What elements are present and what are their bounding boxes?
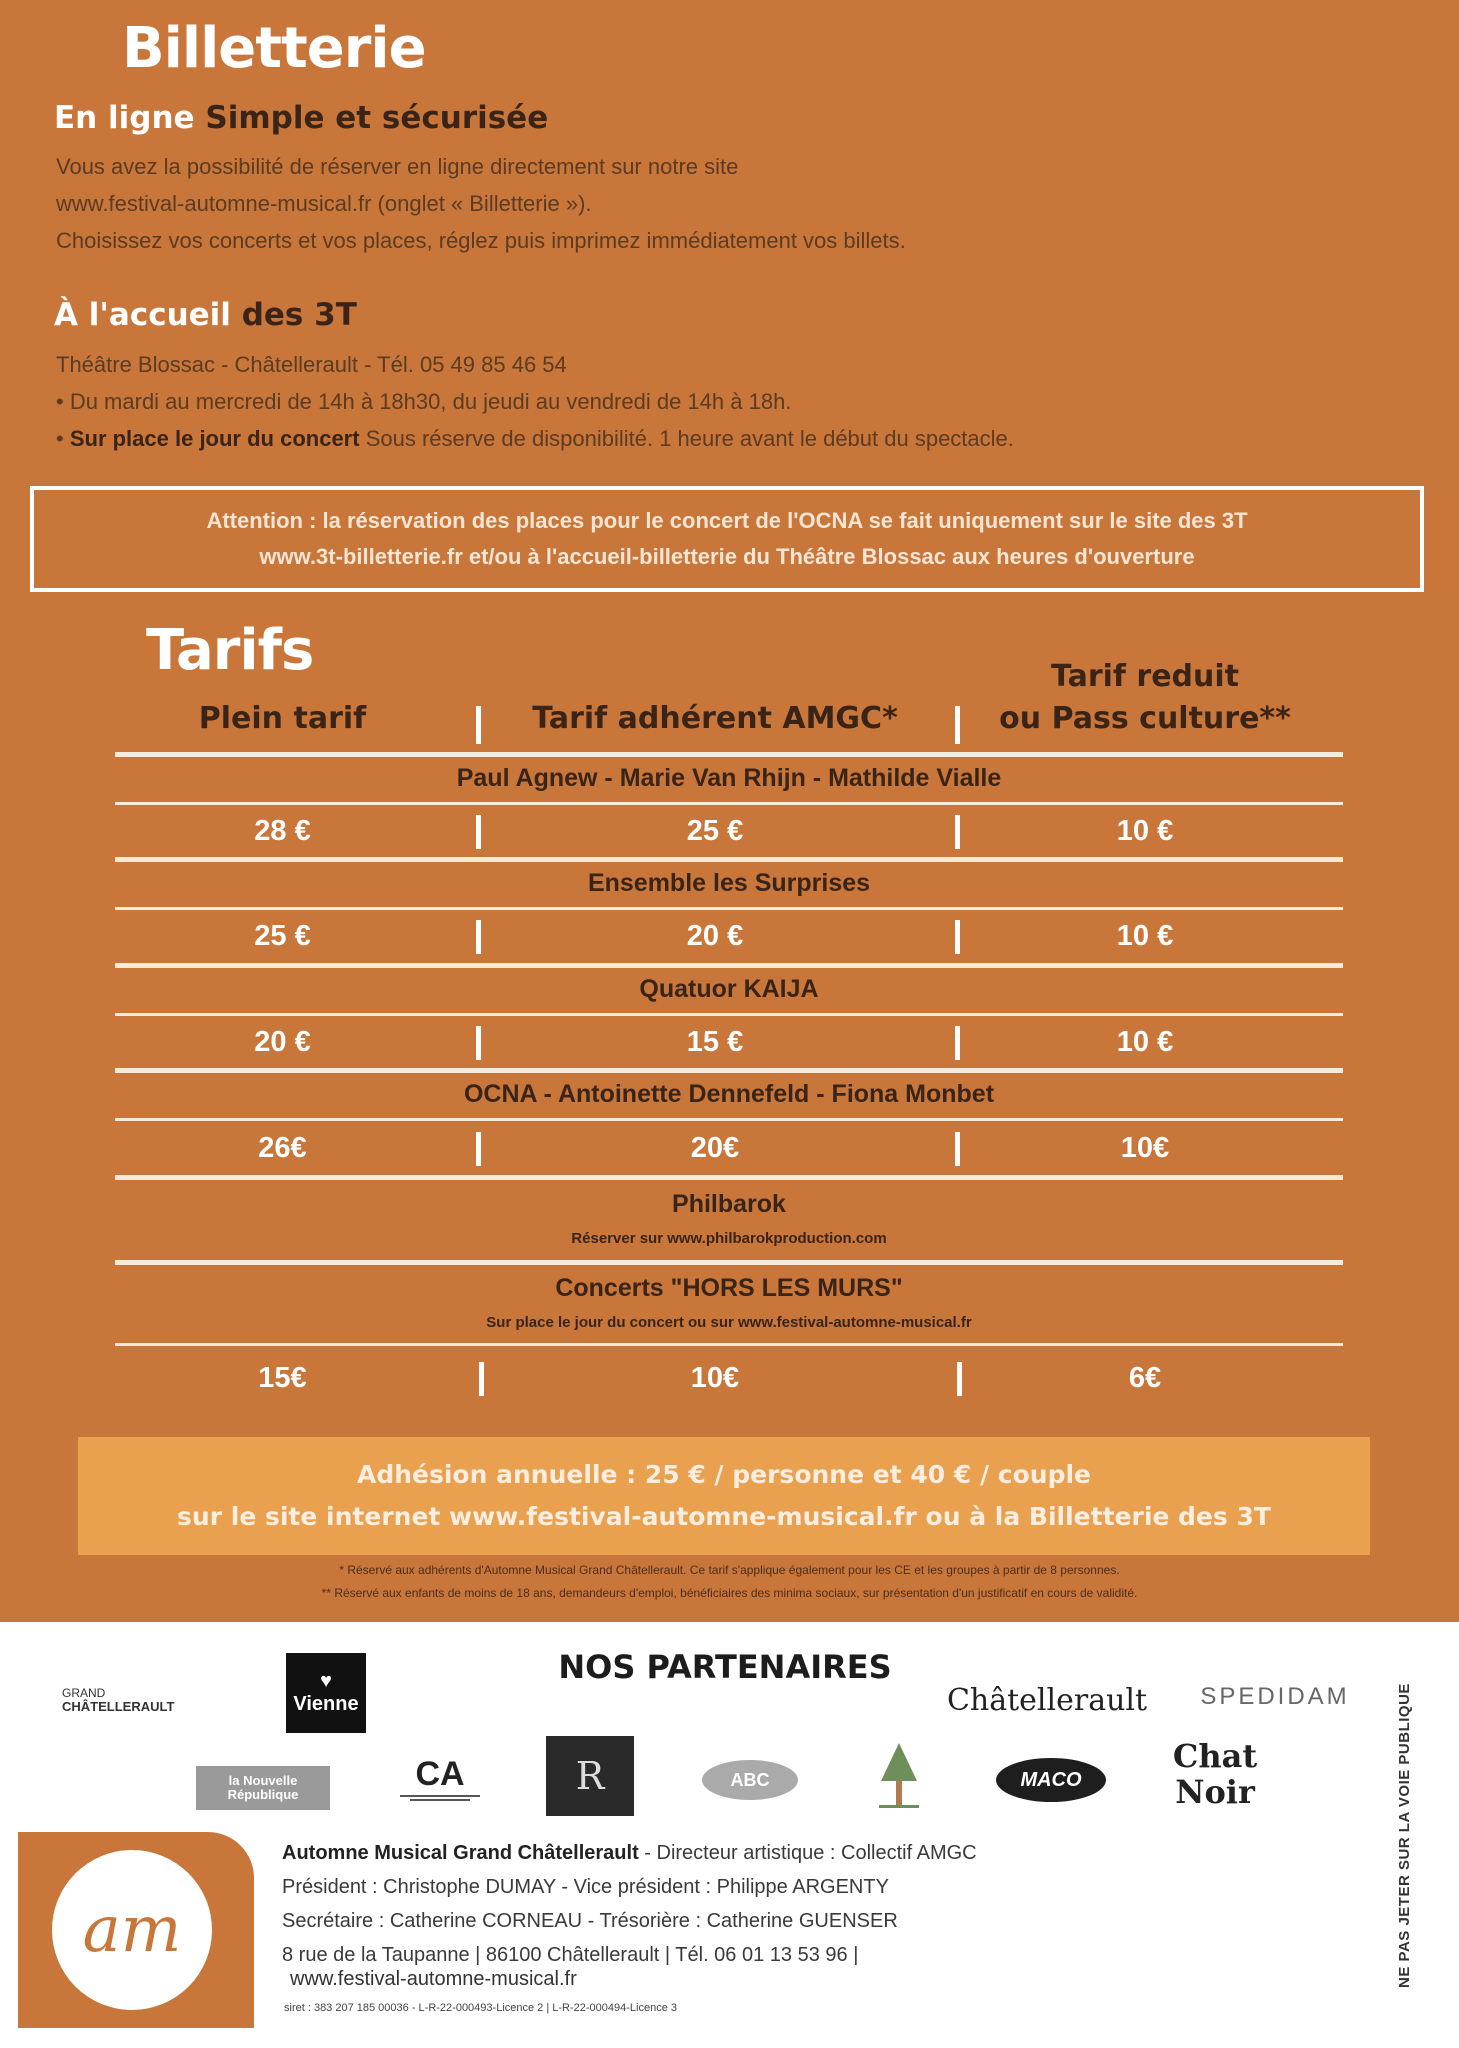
adhesion-line-1: Adhésion annuelle : 25 € / personne et 40 € / couple [356, 1460, 1091, 1489]
attention-line-2: www.3t-billetterie.fr et/ou à l'accueil-billetterie du Théâtre Blossac aux heures d'ouverture [259, 544, 1195, 569]
concert-name: Ensemble les Surprises [587, 869, 871, 897]
table-rule [115, 1118, 1343, 1121]
desk-line-3-bullet: • [56, 426, 70, 451]
online-line-2: www.festival-automne-musical.fr (onglet « Billetterie »). [56, 191, 592, 216]
spedidam-logo: SPEDIDAM [1200, 1683, 1350, 1710]
footnote-1: * Réservé aux adhérents d'Automne Musical Grand Châtellerault. Ce tarif s'applique également pour les CE et les groupes à partir de 8 personnes. [339, 1563, 1120, 1577]
header-plein-tarif: Plein tarif [198, 701, 367, 736]
desk-heading [54, 297, 357, 333]
price-reduit: 10 € [1116, 1026, 1174, 1058]
price-plein: 26€ [258, 1132, 307, 1164]
desk-heading-lead: À l'accueil [54, 297, 231, 333]
org-licences: siret : 383 207 185 00036 - L-R-22-000493-Licence 2 | L-R-22-000494-Licence 3 [284, 2002, 677, 2014]
table-rule [115, 1175, 1343, 1180]
price-adherent: 10€ [690, 1362, 740, 1394]
concert-name: Concerts "HORS LES MURS" [555, 1274, 903, 1302]
table-rule [115, 752, 1343, 757]
credit-agricole-logo [385, 1744, 495, 1814]
chat-noir-logo [1160, 1737, 1270, 1811]
logo-caption-lines [395, 1793, 485, 1803]
online-heading-rest: Simple et sécurisée [194, 100, 549, 136]
table-rule [115, 1068, 1343, 1073]
org-line-1 [282, 1836, 977, 1870]
online-line-3: Choisissez vos concerts et vos places, réglez puis imprimez immédiatement vos billets. [56, 228, 906, 253]
org-line-2: Président : Christophe DUMAY - Vice président : Philippe ARGENTY [282, 1876, 889, 1898]
heart-icon: ♥ [320, 1670, 332, 1692]
concert-name: Philbarok [672, 1190, 786, 1218]
header-tarif-adherent: Tarif adhérent AMGC* [532, 701, 898, 736]
price-adherent: 20 € [686, 920, 744, 952]
price-reduit: 10 € [1116, 815, 1174, 847]
online-line-1: Vous avez la possibilité de réserver en ligne directement sur notre site [56, 154, 739, 179]
price-adherent: 15 € [686, 1026, 744, 1058]
tree-icon [877, 1741, 921, 1811]
table-rule [115, 1343, 1343, 1346]
price-reduit: 10€ [1120, 1132, 1170, 1164]
do-not-litter-notice [1394, 1650, 1414, 2020]
nouvelle-republique-logo [196, 1766, 330, 1810]
concert-note: Sur place le jour du concert ou sur www.festival-automne-musical.fr [486, 1314, 972, 1331]
partners-title: NOS PARTENAIRES [558, 1648, 892, 1686]
footnote-2: ** Réservé aux enfants de moins de 18 ans, demandeurs d'emploi, bénéficiaires des minima sociaux, sur présentation d'un justificatif en cours de validité. [321, 1586, 1138, 1600]
maco-logo: MACO [996, 1758, 1106, 1802]
adhesion-line-2: sur le site internet www.festival-automne-musical.fr ou à la Billetterie des 3T [177, 1502, 1271, 1531]
desk-line-3-bold: Sur place le jour du concert [69, 426, 360, 451]
grand-chatellerault-line-1: GRAND [62, 1686, 106, 1700]
abc-logo: ABC [702, 1760, 798, 1800]
price-plein: 28 € [254, 815, 311, 847]
table-rule [115, 857, 1343, 862]
attention-line-1: Attention : la réservation des places pour le concert de l'OCNA se fait uniquement sur le site des 3T [206, 508, 1248, 533]
org-name: Automne Musical Grand Châtellerault [282, 1842, 639, 1864]
concert-note: Réserver sur www.philbarokproduction.com [571, 1230, 887, 1247]
chat-noir-line-2: Noir [1175, 1773, 1255, 1811]
do-not-litter-text: NE PAS JETER SUR LA VOIE PUBLIQUE [1395, 1682, 1413, 1988]
chat-noir-line-1: Chat [1172, 1737, 1258, 1775]
attention-box [30, 486, 1424, 592]
desk-line-3-rest: Sous réserve de disponibilité. 1 heure avant le début du spectacle. [359, 426, 1014, 451]
desk-heading-rest: des 3T [230, 297, 357, 333]
online-heading-lead: En ligne [54, 100, 195, 136]
header-divider [955, 706, 960, 744]
adhesion-banner [78, 1437, 1370, 1555]
nouvelle-republique-line-1: la Nouvelle [228, 1773, 298, 1788]
org-director: - Directeur artistique : Collectif AMGC [638, 1842, 977, 1864]
header-tarif-reduit-line-2: ou Pass culture** [999, 701, 1291, 736]
table-rule [115, 907, 1343, 910]
org-website: www.festival-automne-musical.fr [290, 1968, 577, 1990]
billetterie-title: Billetterie [122, 16, 426, 81]
amgc-logo [18, 1832, 254, 2028]
vienne-logo [286, 1653, 366, 1733]
r-logo: R [546, 1736, 634, 1816]
price-plein: 25 € [254, 920, 311, 952]
header-divider [476, 706, 481, 744]
vienne-label: Vienne [293, 1693, 359, 1715]
nouvelle-republique-line-2: République [227, 1787, 299, 1802]
price-reduit: 6€ [1128, 1362, 1162, 1394]
table-rule [115, 963, 1343, 968]
chatellerault-logo: Châtellerault [946, 1682, 1148, 1718]
header-tarif-reduit [960, 656, 1330, 740]
org-line-4: 8 rue de la Taupanne | 86100 Châtellerault | Tél. 06 01 13 53 96 | [282, 1944, 859, 1966]
price-adherent: 25 € [686, 815, 744, 847]
tree-logo [864, 1730, 934, 1822]
price-plein: 20 € [254, 1026, 311, 1058]
desk-line-3 [56, 420, 1014, 457]
desk-line-2: • Du mardi au mercredi de 14h à 18h30, du jeudi au vendredi de 14h à 18h. [56, 389, 792, 414]
table-rule [115, 1013, 1343, 1016]
online-heading [54, 100, 548, 136]
tarifs-title: Tarifs [146, 618, 314, 683]
table-rule [115, 802, 1343, 805]
price-plein: 15€ [258, 1362, 307, 1394]
table-rule [115, 1260, 1343, 1265]
desk-line-1: Théâtre Blossac - Châtellerault - Tél. 05 49 85 46 54 [56, 352, 567, 377]
org-line-3: Secrétaire : Catherine CORNEAU - Trésorière : Catherine GUENSER [282, 1910, 898, 1932]
concert-name: OCNA - Antoinette Dennefeld - Fiona Monbet [463, 1080, 995, 1108]
header-tarif-reduit-line-1: Tarif reduit [1050, 659, 1239, 694]
grand-chatellerault-logo [62, 1660, 222, 1740]
credit-agricole-mark: CA [415, 1755, 465, 1793]
amgc-logo-mark: am [52, 1850, 212, 2010]
price-adherent: 20€ [690, 1132, 740, 1164]
concert-name: Paul Agnew - Marie Van Rhijn - Mathilde Vialle [456, 764, 1002, 792]
price-reduit: 10 € [1116, 920, 1174, 952]
grand-chatellerault-line-2: CHÂTELLERAULT [62, 1699, 175, 1714]
concert-name: Quatuor KAIJA [639, 975, 819, 1003]
